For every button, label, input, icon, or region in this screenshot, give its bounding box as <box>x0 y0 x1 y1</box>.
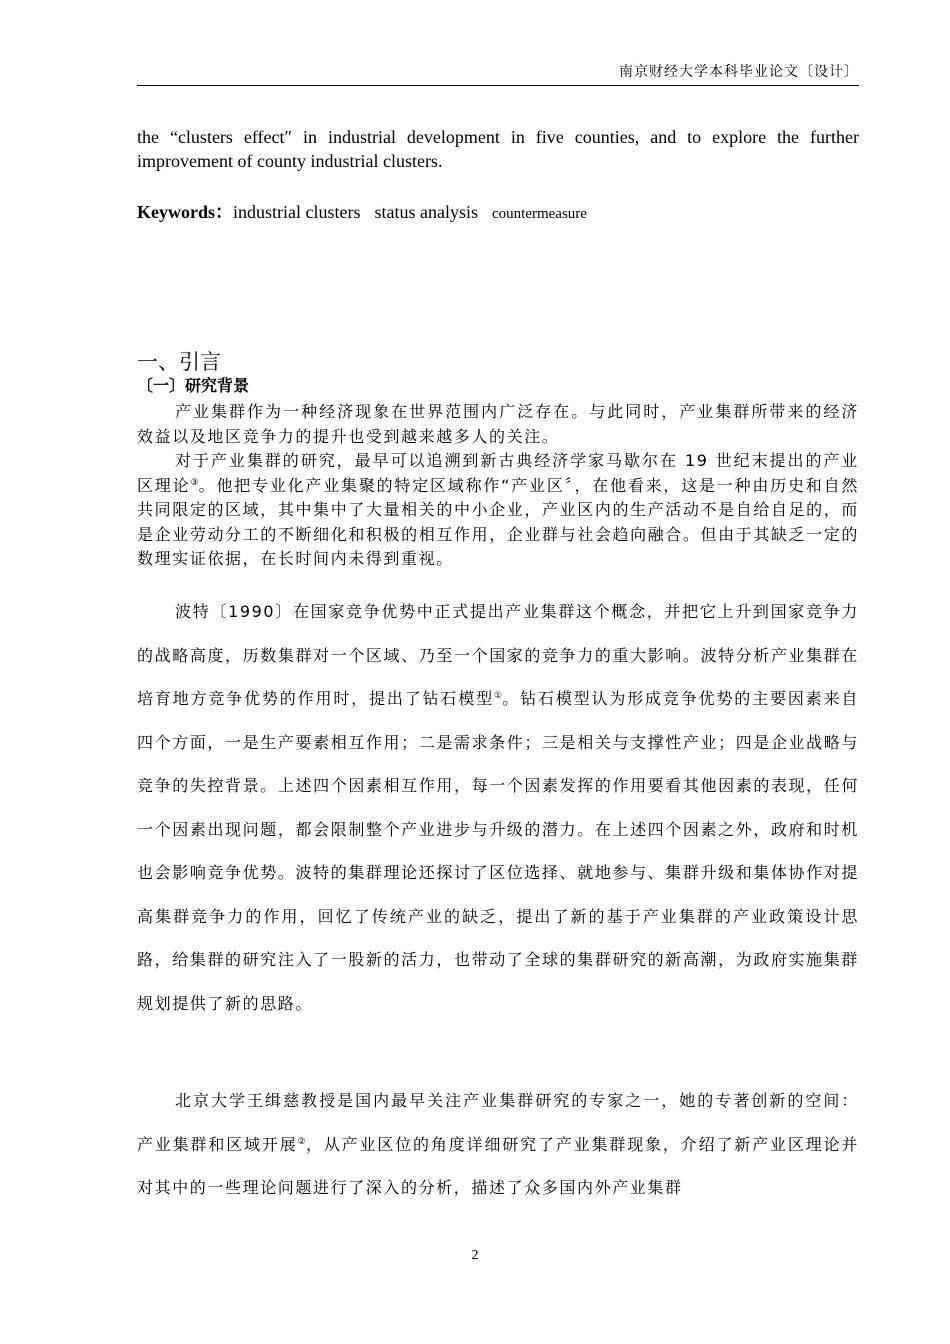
body-paragraph <box>137 590 859 1025</box>
keywords-line <box>137 200 859 226</box>
paragraph-text: 波特〔1990〕在国家竞争优势中正式提出产业集群这个概念，并把它上升到国家竞争力的战略高度，历数集群对一个区域、乃至一个国家的竞争力的重大影响。波特分析产业集群在培育地方竞争优势的作用时，提出了钻石模型 <box>137 602 859 708</box>
paragraph-text: ，从产业区位的角度详细研究了产业集群现象，介绍了新产业区理论并对其中的一些理论问题进行了深入的分析，描述了众多国内外产业集群 <box>137 1134 859 1197</box>
footnote-marker[interactable]: ① <box>493 691 503 701</box>
body-paragraph <box>137 449 859 572</box>
page-number: 2 <box>471 1248 479 1263</box>
body-paragraph: 产业集群作为一种经济现象在世界范围内广泛存在。与此同时，产业集群所带来的经济效益以及地区竞争力的提升也受到越来越多人的关注。 <box>137 402 859 446</box>
keyword-item: countermeasure <box>491 206 587 222</box>
keyword-item: industrial clusters <box>233 202 361 222</box>
running-header: 南京财经大学本科毕业论文〔设计〕 <box>619 64 859 80</box>
body-paragraph <box>137 1079 859 1210</box>
keyword-item: status analysis <box>374 202 478 222</box>
section-heading: 一、引言 <box>137 350 221 374</box>
abstract-continuation: the “clusters effect″ in industrial development in five counties, and to explore the further improvement of county industrial clusters. <box>137 127 859 171</box>
keywords-label: Keywords： <box>137 202 233 222</box>
paragraph-text: 北京大学王缉慈教授是国内最早关注产业集群研究的专家之一，她的专著创新的空间：产业集群和区域开展 <box>137 1091 859 1154</box>
footnote-marker[interactable]: ③ <box>190 477 199 488</box>
paragraph-text: 。他把专业化产业集聚的特定区域称作“产业区〞，在他看来，这是一种由历史和自然共同限定的区域，其中集中了大量相关的中小企业，产业区内的生产活动不是自给自足的，而是企业劳动分工的不断细化和积极的相互作用，企业群与社会趋向融合。但由于其缺乏一定的数理实证依据，在长时间内未得到重视。 <box>137 475 859 568</box>
paragraph-text: 对于产业集群的研究，最早可以追溯到新古典经济学家马歇尔在 19 世纪末提出的产业区理论 <box>137 451 859 495</box>
header-rule <box>137 85 859 86</box>
paragraph-text: 。钻石模型认为形成竞争优势的主要因素来自四个方面，一是生产要素相互作用；二是需求条件；三是相关与支撑性产业；四是企业战略与竞争的失控背景。上述四个因素相互作用，每一个因素发挥的作用要看其他因素的表现，任何一个因素出现问题，都会限制整个产业进步与升级的潜力。在上述四个因素之外，政府和时机也会影响竞争优势。波特的集群理论还探讨了区位选择、就地参与、集群升级和集体协作对提高集群竞争力的作用，回忆了传统产业的缺乏，提出了新的基于产业集群的产业政策设计思路，给集群的研究注入了一股新的活力，也带动了全球的集群研究的新高潮，为政府实施集群规划提供了新的思路。 <box>137 689 859 1013</box>
footnote-marker[interactable]: ② <box>297 1136 306 1147</box>
subsection-heading: 〔一〕研究背景 <box>137 376 250 395</box>
